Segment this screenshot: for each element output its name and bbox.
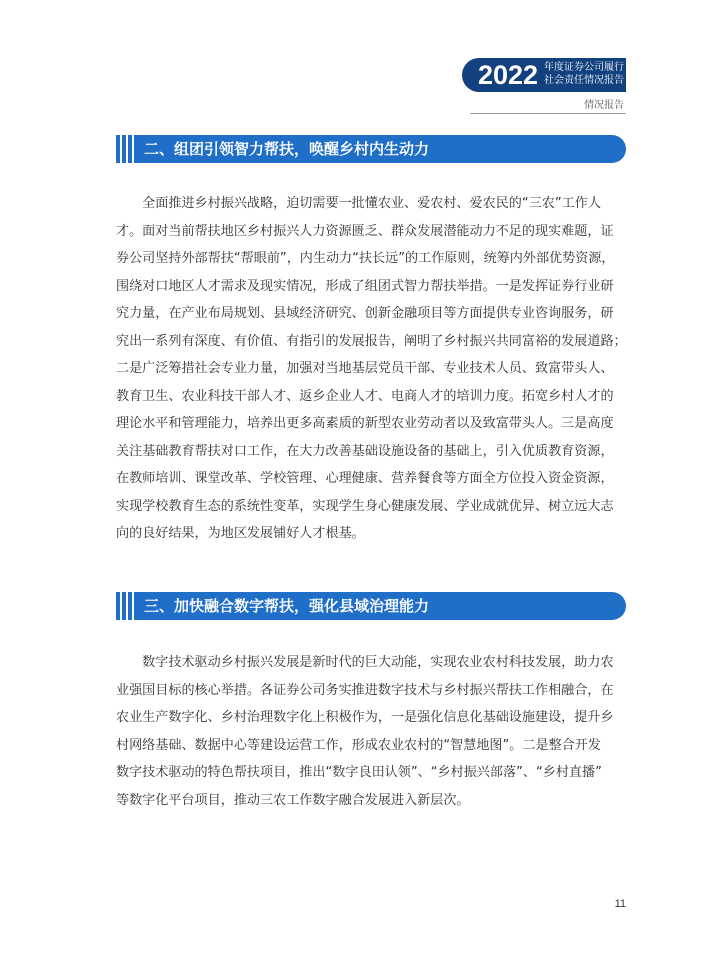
body-line: 理论水平和管理能力，培养出更多高素质的新型农业劳动者以及致富带头人。三是高度	[116, 416, 614, 431]
section-heading-banner-3	[116, 592, 626, 620]
body-line: 究力量，在产业布局规划、县域经济研究、创新金融项目等方面提供专业咨询服务，研	[116, 306, 614, 321]
body-line: 业强国目标的核心举措。各证券公司务实推进数字技术与乡村振兴帮扶工作相融合，在	[116, 682, 614, 698]
body-line: 数字技术驱动的特色帮扶项目，推出“数字良田认领”、“乡村振兴部落”、“乡村直播”	[116, 765, 602, 780]
body-line: 围绕对口地区人才需求及现实情况，形成了组团式智力帮扶举措。一是发挥证券行业研	[116, 278, 614, 294]
banner-pill	[134, 592, 626, 620]
body-line: 教育卫生、农业科技干部人才、返乡企业人才、电商人才的培训力度。拓宽乡村人才的	[116, 388, 614, 404]
page-number: 11	[614, 898, 626, 910]
banner-stripe	[128, 592, 132, 620]
body-line: 二是广泛筹措社会专业力量，加强对当地基层党员干部、专业技术人员、致富带头人、	[116, 361, 614, 376]
banner-stripe	[116, 592, 120, 620]
body-line: 究出一系列有深度、有价值、有指引的发展报告，阐明了乡村振兴共同富裕的发展道路；	[116, 333, 627, 349]
section-body-3	[116, 649, 628, 814]
report-title-line1: 年度证券公司履行	[544, 62, 624, 73]
body-line: 才。面对当前帮扶地区乡村振兴人力资源匮乏、群众发展潜能动力不足的现实难题，证	[116, 223, 614, 239]
report-header	[326, 58, 626, 92]
body-line: 券公司坚持外部帮扶“帮眼前”，内生动力“扶长远”的工作原则，统筹内外部优势资源，	[116, 251, 615, 266]
section-body-2	[116, 190, 628, 548]
body-line: 等数字化平台项目，推动三农工作数字融合发展进入新层次。	[116, 792, 470, 808]
header-divider	[470, 113, 626, 114]
body-line: 实现学校教育生态的系统性变革，实现学生身心健康发展、学业成就优异、树立远大志	[116, 498, 614, 514]
report-title	[544, 61, 630, 87]
banner-stripe	[116, 135, 120, 163]
body-line: 关注基础教育帮扶对口工作，在大力改善基础设施设备的基础上，引入优质教育资源，	[116, 443, 614, 459]
year-badge	[462, 58, 626, 92]
banner-pill	[134, 135, 626, 163]
section-heading: 三、加快融合数字帮扶，强化县域治理能力	[144, 597, 430, 615]
body-line: 村网络基础、数据中心等建设运营工作，形成农业农村的“智慧地图”。二是整合开发	[116, 737, 601, 753]
banner-stripe	[122, 135, 126, 163]
report-title-line2: 社会责任情况报告	[544, 75, 624, 86]
banner-stripe	[122, 592, 126, 620]
body-line: 农业生产数字化、乡村治理数字化上积极作为，一是强化信息化基础设施建设，提升乡	[116, 710, 614, 725]
body-line: 在教师培训、课堂改革、学校管理、心理健康、营养餐食等方面全方位投入资金资源，	[116, 471, 614, 486]
section-heading-banner-2	[116, 135, 626, 163]
report-year: 2022	[478, 60, 539, 90]
section-heading: 二、组团引领智力帮扶，唤醒乡村内生动力	[144, 140, 430, 158]
banner-stripe	[128, 135, 132, 163]
body-line: 全面推进乡村振兴战略，迫切需要一批懂农业、爱农村、爱农民的“三农”工作人	[116, 196, 601, 211]
body-line: 数字技术驱动乡村振兴发展是新时代的巨大动能，实现农业农村科技发展，助力农	[116, 655, 614, 670]
chapter-label: 情况报告	[584, 100, 624, 111]
body-line: 向的良好结果，为地区发展铺好人才根基。	[116, 526, 365, 541]
